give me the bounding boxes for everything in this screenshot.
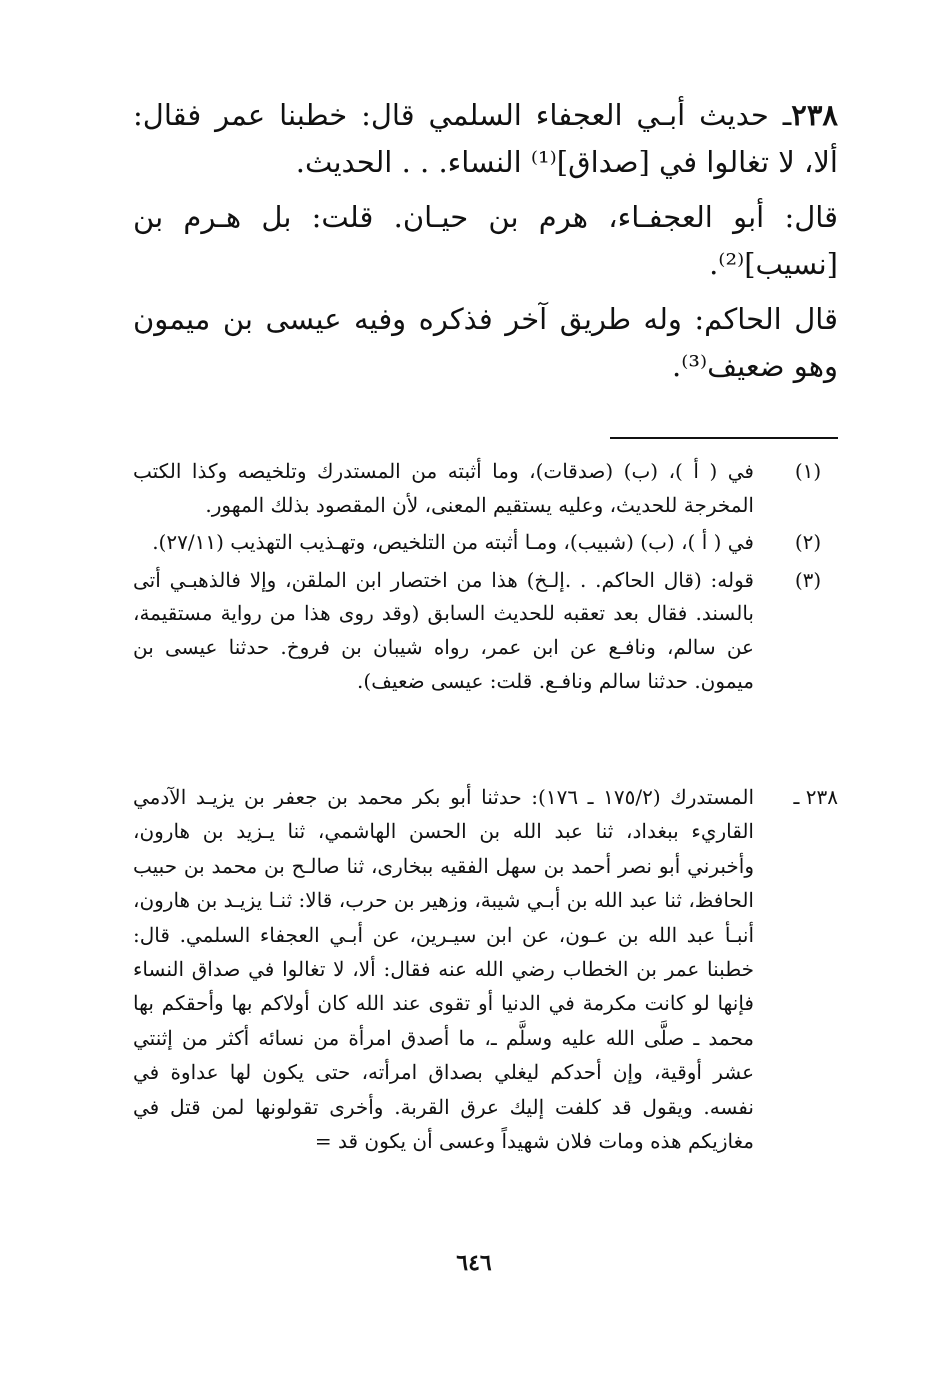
footnote-text: قوله: (قال الحاكم. . .إلـخ) هذا من اختصار ابن الملقن، وإلا فالذهبـي أتى بالسند. فقال بعد تعقبه للحديث السابق (وقد روى هذا من رواية مستقيمة، عن سالم، ونافـع عن ابن عمر، رواه شيبان بن فروخ. حدثنا عيسى بن ميمون. حدثنا سالم ونافـع. قلت: عيسى ضعيف). — [133, 567, 754, 693]
source-text: المستدرك (١٧٥/٢ ـ ١٧٦): حدثنا أبو بكر محمد بن جعفر بن يزيـد الآدمي القاريء ببغداد، ثنا عبد الله بن الحسن الهاشمي، ثنا يـزيد بن هارون، وأخبرني أبو نصر أحمد بن سهل الفقيه ببخارى، ثنا صالـح بن محمد بن حبيب الحافظ، ثنا عبد الله بن أبـي شيبة، وزهير بن حرب، قالا: ثنـا يزيـد بن هارون، أنبـأ عبد الله بن عـون، عن ابن سيـرين، عن أبـي العجفاء السلمي. قال: خطبنا عمر بن الخطاب رضي الله عنه فقال: ألا، لا تغالوا في صداق النساء فإنها لو كانت مكرمة في الدنيا أو تقوى عند الله كان أولاكم بها وأحقكم بها محمد ـ صلَّى الله عليه وسلَّم ـ، ما أصدق امرأة من نسائه أكثر من إثنتي عشر أوقية، وإن أحدكم ليغلي بصداق امرأته، حتى يكون لها عداوة في نفسه. ويقول قد كلفت إليك عرق القربة. وأخرى تقولونها لمن قتل في مغازيكم هذه ومات فلان شهيداً وعسى أن يكون قد = — [133, 785, 755, 1153]
footnotes — [133, 455, 838, 702]
main-text — [133, 92, 838, 398]
source-block — [133, 780, 838, 1158]
page-number: ٦٤٦ — [456, 1250, 492, 1276]
footnote — [133, 564, 838, 698]
footnote-number: (١) — [794, 459, 822, 483]
hakim-paragraph: قال الحاكم: وله طريق آخر فذكره وفيه عيسى بن ميمون وهو ضعيف⁽³⁾. — [133, 301, 838, 383]
footnote-number: (٣) — [794, 567, 822, 592]
hadith-text: ـ حديث أبـي العجفاء السلمي قال: خطبنا عمر فقال: ألا، لا تغالوا في [صداق]⁽¹⁾ النساء. . . الحديث. — [133, 98, 838, 179]
footnote — [133, 526, 838, 560]
hadith-number: ٢٣٨ — [791, 98, 838, 132]
footnote-divider — [610, 437, 838, 439]
narrator-paragraph: قال: أبو العجفـاء، هرم بن حيـان. قلت: بل هـرم بن [نسيب]⁽²⁾. — [133, 199, 838, 281]
footnote-number: (٢) — [794, 530, 822, 555]
source-citation — [133, 780, 838, 1158]
source-number: ٢٣٨ ـ — [793, 785, 838, 809]
footnote-text: في ( أ )، (ب) (صدقات)، وما أثبته من المستدرك وتلخيصه وكذا الكتب المخرجة للحديث، وعليه يستقيم المعنى، لأن المقصود بذلك المهور. — [133, 459, 754, 517]
hadith-paragraph — [133, 92, 838, 186]
footnote-text: في ( أ )، (ب) (شبيب)، ومـا أثبته من التلخيص، وتهـذيب التهذيب (٢٧/١١). — [152, 530, 754, 555]
footnote — [133, 455, 838, 522]
